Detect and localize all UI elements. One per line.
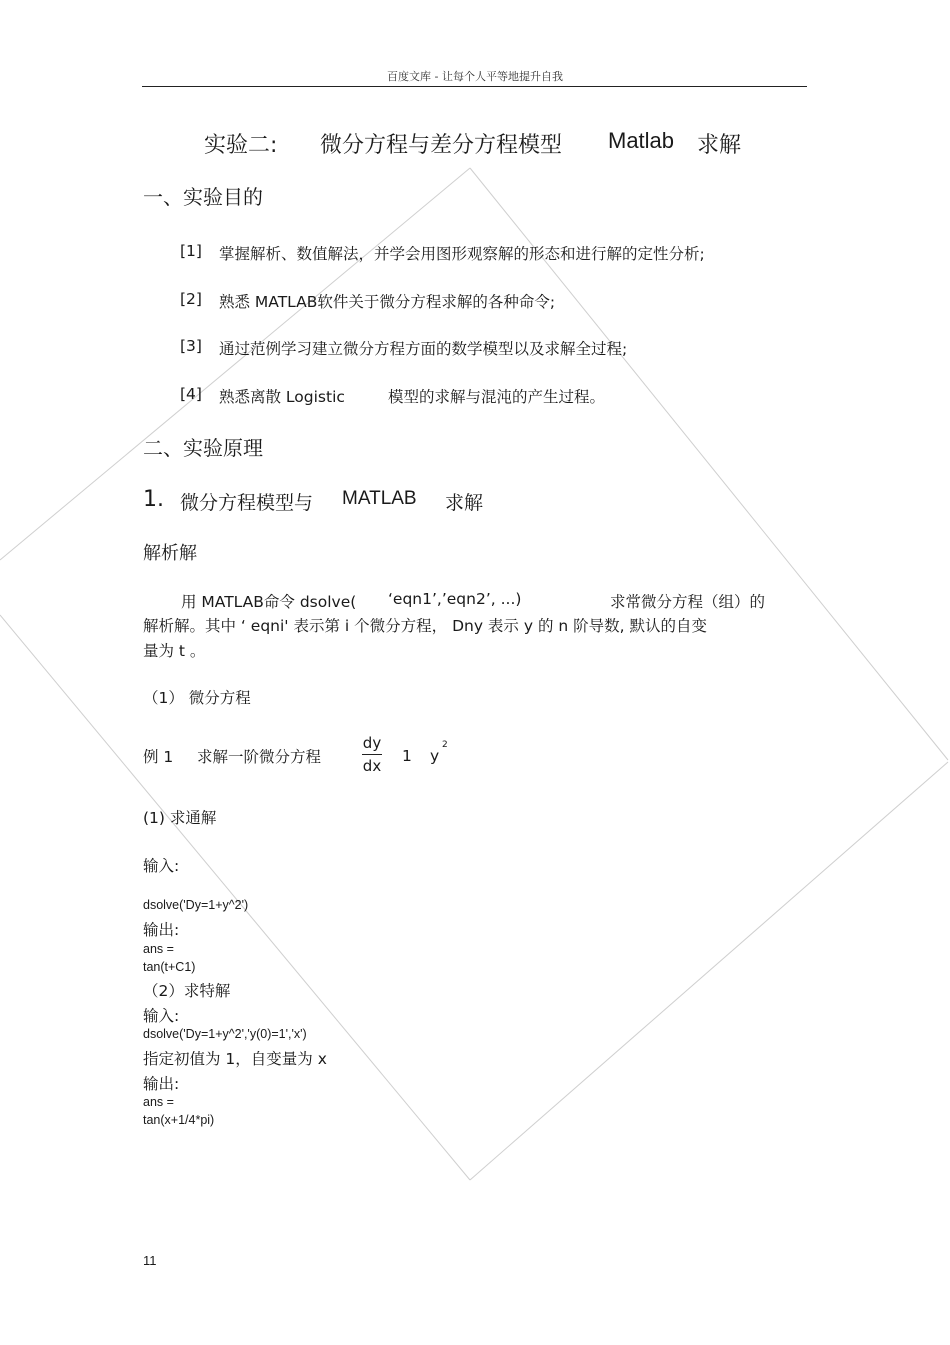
objective-4-text: 熟悉离散 Logistic <box>219 388 345 406</box>
objective-1-num: [1] <box>180 242 202 260</box>
para-line1a: 用 MATLAB命令 dsolve( <box>181 593 357 611</box>
section1-heading: 一、实验目的 <box>143 185 263 209</box>
para-line1b: ‘eqn1’,’eqn2’, ...) <box>388 590 522 608</box>
fraction-bar <box>362 754 382 755</box>
analytic-solution-heading: 解析解 <box>143 543 197 564</box>
objective-2-num: [2] <box>180 290 202 308</box>
step1-label: (1) 求通解 <box>143 809 217 827</box>
fraction-numerator: dy <box>362 734 382 752</box>
title-part4: 求解 <box>697 133 742 158</box>
para-line1c: 求常微分方程（组）的 <box>610 593 766 611</box>
code-block-2: dsolve('Dy=1+y^2','y(0)=1','x') <box>143 1027 307 1041</box>
objective-1-text: 掌握解析、数值解法，并学会用图形观察解的形态和进行解的定性分析; <box>219 245 705 263</box>
answer2-line2: tan(x+1/4*pi) <box>143 1113 215 1127</box>
title-part3: Matlab <box>608 128 675 153</box>
initial-value-note: 指定初值为 1，自变量为 x <box>143 1050 327 1068</box>
case1-label: （1） 微分方程 <box>143 689 251 707</box>
subsection-title: 微分方程模型与 <box>180 492 314 514</box>
output2-label: 输出: <box>143 1075 180 1093</box>
equation-rhs-1: 1 <box>402 747 412 765</box>
watermark-edge-bottom-right <box>470 762 948 1180</box>
input1-label: 输入: <box>143 857 180 875</box>
input2-label: 输入: <box>143 1007 180 1025</box>
step2-label: （2）求特解 <box>143 982 231 1000</box>
header-rule <box>142 86 807 87</box>
equation-rhs-y: y <box>430 747 440 765</box>
example-text: 求解一阶微分方程 <box>197 748 322 766</box>
objective-4-text2: 模型的求解与混沌的产生过程。 <box>388 388 606 406</box>
answer1-line1: ans = <box>143 942 174 956</box>
section2-heading: 二、实验原理 <box>143 436 263 460</box>
objective-4-num: [4] <box>180 385 202 403</box>
page-number: 11 <box>143 1253 157 1268</box>
title-part2: 微分方程与差分方程模型 <box>320 133 563 158</box>
subsection-number: 1. <box>143 487 164 512</box>
objective-2-text: 熟悉 MATLAB软件关于微分方程求解的各种命令; <box>219 293 556 311</box>
para-line3: 量为 t 。 <box>143 642 206 660</box>
example-label: 例 1 <box>143 748 174 766</box>
fraction-denominator: dx <box>362 757 382 775</box>
subsection-title-end: 求解 <box>445 492 484 514</box>
equation-exponent: 2 <box>442 740 448 750</box>
answer2-line1: ans = <box>143 1095 174 1109</box>
fraction-dy-dx <box>362 734 382 775</box>
code-block-1: dsolve('Dy=1+y^2') <box>143 898 249 912</box>
subsection-title-matlab: MATLAB <box>342 488 417 509</box>
objective-3-num: [3] <box>180 337 202 355</box>
para-line2: 解析解。其中 ‘ eqni' 表示第 i 个微分方程， Dny 表示 y 的 n 阶导数, 默认的自变 <box>143 617 707 635</box>
output1-label: 输出: <box>143 921 180 939</box>
page-header: 百度文库 - 让每个人平等地提升自我 <box>387 70 563 83</box>
answer1-line2: tan(t+C1) <box>143 960 196 974</box>
title-part1: 实验二: <box>204 133 278 158</box>
objective-3-text: 通过范例学习建立微分方程方面的数学模型以及求解全过程; <box>219 340 628 358</box>
